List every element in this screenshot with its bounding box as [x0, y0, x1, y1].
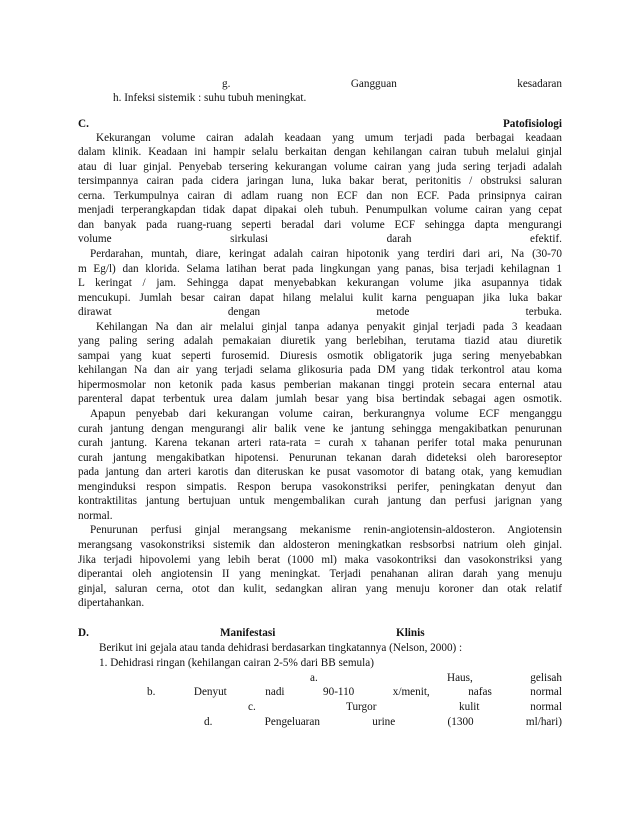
- symptom-b-word5: nafas: [468, 686, 492, 698]
- section-c-line: sampai yang kuat seperti furosemid. Diuresis osmotik obligatorik juga sering menyebabkan: [78, 349, 562, 362]
- section-c-line: menjadi terperangkapdan tidak dapat dipakai oleh tubuh. Penumpulkan volume cairan yang cepat: [78, 204, 562, 217]
- symptom-c-letter: c.: [248, 701, 256, 713]
- symptom-b-word2: nadi: [265, 686, 285, 698]
- section-d-letter: D.: [78, 627, 89, 639]
- section-c-line: Jika terjadi hipovolemi yang lebih berat (1000 ml) maka vasokontriksi dan vasokonstriksi yang: [78, 553, 562, 566]
- section-c-word: metode: [376, 306, 410, 319]
- section-c-word: sirkulasi: [230, 233, 269, 246]
- symptom-c-word1: Turgor: [346, 701, 377, 713]
- section-c-line: kontraktilitas jantung bertujuan untuk mengembalikan curah jantung dan perfusi jarignan yang: [78, 495, 562, 508]
- symptom-a-letter: a.: [310, 672, 318, 684]
- section-c-letter: C.: [78, 118, 89, 130]
- section-c-line: ginjal, saluran cerna, otot dan kulit, sedangkan aliran yang menuju koroner dan otak relatif: [78, 582, 562, 595]
- section-d-title-b: Klinis: [396, 627, 425, 639]
- section-c-word: efektif.: [529, 233, 562, 246]
- section-c-line: pada jantung dan arteri karotis dan diteruskan ke pusat vasomotor di batang otak, yang kemudian: [78, 466, 562, 479]
- section-c-line: cerna. Terkumpulnya cairan di adlam ruang non ECF dan non ECF. Pada prinsipnya cairan: [78, 189, 562, 202]
- section-c-line: kehilangan Na dan air yang terjadi selama glikosuria pada DM yang tidak terkontrol atau koma: [78, 364, 562, 377]
- symptom-d-letter: d.: [204, 716, 213, 728]
- section-c-line: parenteral dapat terbentuk urea dalam jumlah besar yang bisa bertindak sebagai agen osmotik.: [78, 393, 562, 406]
- symptom-b-word1: Denyut: [193, 686, 227, 698]
- section-c-line: dalam klinik. Keadaan ini hampir selalu berkaitan dengan kehilangan cairan tubuh melalui ginjal: [78, 146, 562, 159]
- symptom-a-word1: Haus,: [447, 672, 473, 684]
- section-c-line: normal.: [78, 509, 113, 522]
- section-c-line: Apapun penyebab dari kekurangan volume cairan, berkurangnya volume ECF menganggu: [90, 407, 562, 420]
- section-c-line: [78, 232, 562, 246]
- section-c-line: L keringat / jam. Sehingga dapat menyebabkan kekurangan volume jika asupannya tidak: [78, 277, 562, 289]
- section-c-line: Kehilangan Na dan air melalui ginjal tanpa adanya penyakit ginjal terjadi pada 3 keadaan: [96, 320, 562, 333]
- section-c-line: tersimpannya cairan pada cidera jaringan luna, luka bakar berat, peritonitis / obstruksi saluran: [78, 175, 562, 188]
- section-c-line: menginduksi respon simpatis. Respon berupa vasokonstriksi perifer, peningkatan denyut dan: [78, 480, 562, 493]
- section-c-line: mencukupi. Jumlah besar cairan dapat hilang melalui kulit karna penguapan jika luka bakar: [78, 291, 562, 304]
- section-d-intro: Berikut ini gejala atau tanda dehidrasi berdasarkan tingkatannya (Nelson, 2000) :: [99, 642, 463, 654]
- symptom-d-word4: ml/hari): [525, 716, 562, 728]
- section-c-heading: [78, 117, 562, 131]
- item-g-line: [222, 77, 562, 91]
- section-c-line: curah jantung dengan mengurangi alir balik vene ke jantung sehingga mengakibatkan penurunan: [78, 422, 562, 435]
- item-g-word1: Gangguan: [350, 78, 397, 90]
- section-c-line: curah jantung mengakibatkan hipotensi. Penurunan tekanan darah dideteksi oleh baroreseptor: [78, 451, 562, 464]
- section-c-line: merangsang vasokonstriksi sistemik dan aldosteron meningkatkan resbsorbsi natrium oleh ginjal.: [78, 538, 562, 551]
- section-c-line: yang paling sering adalah pemakaian diuretik yang berlebihan, terutama tiazid atau diuretik: [78, 335, 562, 348]
- section-c-word: darah: [386, 233, 412, 246]
- section-c-line: curah jantung. Karena tekanan arteri rata-rata = curah x tahanan perifer total maka penurunan: [78, 437, 562, 450]
- symptom-b-letter: b.: [147, 686, 156, 698]
- section-d-title-a: Manifestasi: [220, 627, 276, 639]
- section-c-word: dengan: [227, 306, 261, 319]
- section-c-title: Patofisiologi: [502, 118, 562, 130]
- symptom-c-word2: kulit: [459, 701, 480, 713]
- symptom-row-d: [204, 715, 562, 729]
- dehydration-level-1: 1. Dehidrasi ringan (kehilangan cairan 2-5% dari BB semula): [99, 657, 374, 669]
- section-c-line: [78, 305, 562, 319]
- symptom-d-word2: urine: [372, 716, 396, 728]
- section-c-line: hipermosmolar non ketonik pada kasus pemberian makanan tinggi protein secara enternal atau: [78, 378, 562, 391]
- section-c-word: dirawat: [78, 306, 112, 319]
- symptom-a-word2: gelisah: [530, 672, 562, 684]
- symptom-d-word3: (1300: [447, 716, 474, 728]
- section-c-word: terbuka.: [525, 306, 562, 319]
- section-c-line: Perdarahan, muntah, diare, keringat adalah cairan hipotonik yang terdiri dari ari, Na (30-70: [90, 247, 562, 260]
- section-c-line: m Eg/l) dan klorida. Selama latihan berat pada lingkungan yang panas, bisa terjadi kehilagnan 1: [78, 262, 562, 275]
- section-c-line: dan banyak pada ruang-ruang seperti beradal dari volume ECF sehingga dapta mengurangi: [78, 218, 562, 231]
- symptom-b-word6: normal: [530, 686, 562, 698]
- section-c-word: volume: [78, 233, 112, 246]
- symptom-b-word4: x/menit,: [392, 686, 430, 698]
- section-c-line: diperantai oleh angiotensin II yang meningkat. Terjadi penahanan aliran darah yang menuju: [78, 568, 562, 580]
- item-g-word2: kesadaran: [517, 78, 562, 90]
- section-c-line: dipertahankan.: [78, 597, 145, 610]
- section-c-line: Penurunan perfusi ginjal merangsang mekanisme renin-angiotensin-aldosteron. Angiotensin: [90, 524, 562, 537]
- symptom-row-b: [147, 685, 562, 699]
- item-g-letter: g.: [222, 78, 231, 90]
- symptom-c-word3: normal: [530, 701, 562, 713]
- section-c-line: Kekurangan volume cairan adalah keadaan yang umum terjadi pada berbagai keadaan: [96, 131, 562, 144]
- symptom-d-word1: Pengeluaran: [264, 716, 320, 728]
- symptom-b-word3: 90-110: [323, 686, 355, 698]
- section-c-line: atau di luar ginjal. Penyebab tersering kekurangan volume cairan yang juda sering terjadi adalah: [78, 160, 562, 173]
- item-h-line: h. Infeksi sistemik : suhu tubuh meningkat.: [113, 92, 307, 104]
